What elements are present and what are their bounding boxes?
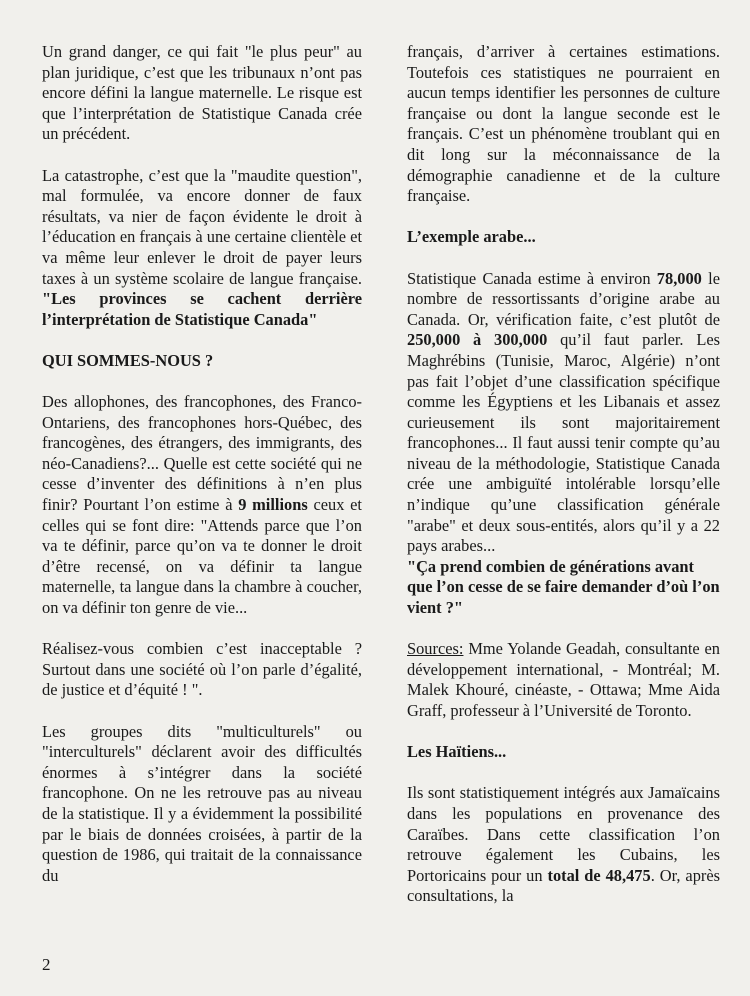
paragraph-arabe-text-b: le nombre de ressortissants d’origine arabe au Canada. Or, vérification faite, c’est plutôt de (407, 268, 720, 329)
provinces-quote: "Les provinces se cachent derrière l’interprétation de Statistique Canada" (42, 289, 362, 329)
page-number: 2 (42, 955, 51, 974)
paragraph-catastrophe (42, 166, 362, 331)
paragraph-definitions-text-a: Des allophones, des francophones, des Franco-Ontariens, des francophones hors-Québec, des francogènes, des étrangers, des immigrants, des néo-Canadiens?... Quelle est cette société qui ne cesse d’inventer des définitions à n’en plus finir? Pourtant l’on estime à (42, 392, 362, 515)
paragraph-haitiens (407, 783, 720, 907)
paragraph-arabe-text-a: Statistique Canada estime à environ (407, 268, 651, 288)
paragraph-legal-danger: Un grand danger, ce qui fait "le plus peur" au plan juridique, c’est que les tribunaux n’ont pas encore défini la langue maternelle. Le risque est que l’interprétation de Statistique Canada crée un précédent. (42, 42, 362, 144)
heading-haitiens: Les Haïtiens... (407, 742, 507, 762)
paragraph-arabe-text-c: qu’il faut parler. Les Maghrébins (Tunisie, Maroc, Algérie) n’ont pas fait l’objet d’une classification spécifique comme les Égyptiens et les Libanais et assez curieusement ils sont majoritairement francophones... Il faut aussi tenir compte qu’au niveau de la méthodologie, Statistique Canada crée une ambiguïté intolérable lorsqu’elle n’indique qu’une classification générale "arabe" et deux sous-entités, alors qu’il y a 22 pays arabes... (407, 330, 720, 556)
sources-label: Sources: (407, 639, 464, 659)
sources-text: Mme Yolande Geadah, consultante en développement international, - Montréal; M. Malek Khouré, cinéaste, - Ottawa; Mme Aida Graff, professeur à l’Université de Toronto. (407, 639, 720, 720)
figure-78000: 78,000 (656, 268, 702, 288)
nine-millions-figure: 9 millions (238, 495, 308, 515)
paragraph-catastrophe-text: La catastrophe, c’est que la "maudite question", mal formulée, va encore donner de faux résultats, va nier de façon évidente le droit à l’éducation en français à une certaine clientèle et va même leur enlever le droit de payer leurs taxes à un système scolaire de langue française. (42, 165, 362, 288)
paragraph-definitions (42, 392, 362, 619)
paragraph-inacceptable: Réalisez-vous combien c’est inacceptable ? Surtout dans une société où l’on parle d’égalité, de justice et d’équité ! ". (42, 639, 362, 700)
figure-250000-300000: 250,000 à 300,000 (407, 330, 548, 350)
paragraph-arabe (407, 269, 720, 557)
total-48475-figure: total de 48,475 (547, 865, 651, 885)
heading-qui-sommes-nous: QUI SOMMES-NOUS ? (42, 350, 214, 370)
paragraph-sources (407, 639, 720, 721)
paragraph-multiculturels: Les groupes dits "multiculturels" ou "interculturels" déclarent avoir des difficultés énormes à s’intégrer dans la société francophone. On ne les retrouve pas au niveau de la statistique. Il y a évidemment la possibilité par le biais de données croisées, à partir de la question de 1986, qui traitait de la connaissance du (42, 721, 362, 885)
left-column (42, 42, 362, 886)
paragraph-haitiens-text-b: . Or, après consultations, la (407, 865, 720, 906)
paragraph-haitiens-text-a: Ils sont statistiquement intégrés aux Jamaïcains dans les populations en provenance des Caraïbes. Dans cette classification l’on retrouve également les Cubains, les Portoricains pour un (407, 783, 720, 885)
paragraph-estimations: français, d’arriver à certaines estimations. Toutefois ces statistiques ne pourraient en aucun temps identifier les personnes de culture française ou dont la langue seconde est le français. C’est un phénomène troublant qui en dit long sur la méconnaissance de la démographie canadienne et de la culture française. (407, 42, 720, 206)
generations-quote: "Ça prend combien de générations avant que l’on cesse de se faire demander d’où l’on vient ?" (407, 556, 720, 618)
right-column (407, 42, 720, 907)
heading-exemple-arabe: L’exemple arabe... (407, 227, 536, 247)
paragraph-definitions-text-b: ceux et celles qui se font dire: "Attends parce que l’on va te définir, parce qu’on va te donner le droit d’être recensé, on va définir ta langue maternelle, ta langue dans la chambre à coucher, on va définir ton genre de vie... (42, 495, 362, 618)
